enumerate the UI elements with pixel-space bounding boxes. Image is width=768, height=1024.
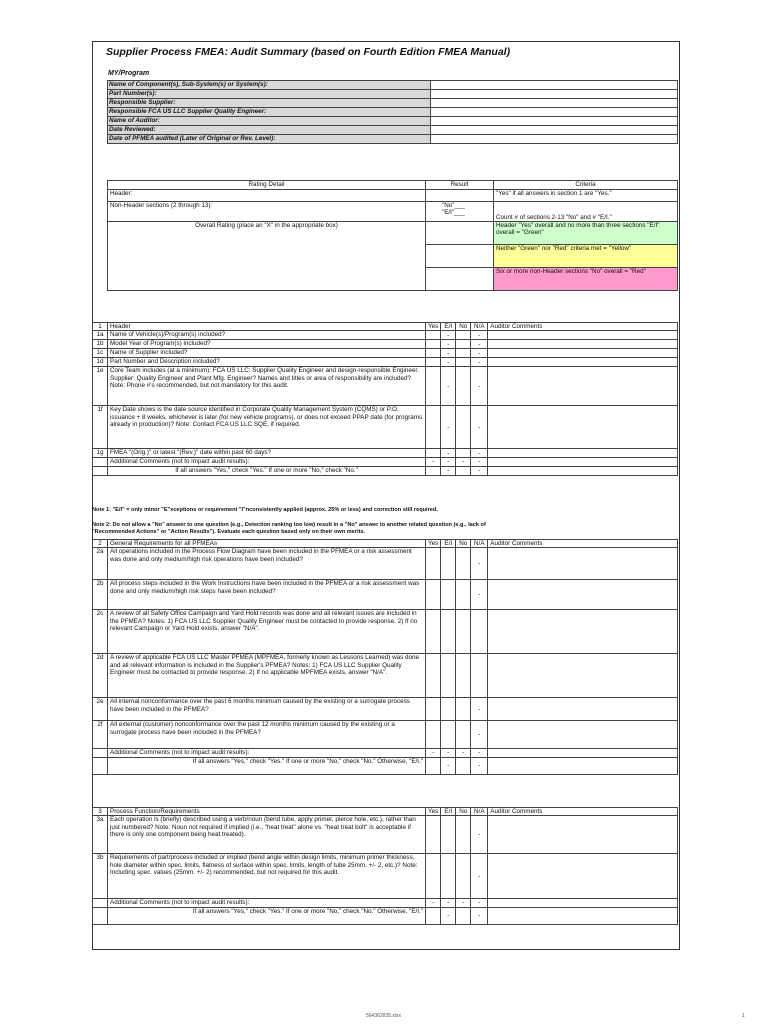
dash-cell: -	[441, 899, 456, 907]
auditor-comments-cell[interactable]	[488, 721, 678, 749]
col-comments-header: Auditor Comments	[488, 323, 678, 331]
criteria-red: Six or more non-Header sections "No" overall = "Red"	[494, 268, 678, 291]
additional-comments-label: Additional Comments (not to impact audit results):	[108, 458, 426, 466]
answer-ei-cell[interactable]	[441, 721, 456, 749]
section-3-table	[92, 807, 678, 925]
auditor-comments-cell[interactable]	[488, 899, 678, 907]
answer-ei-cell[interactable]	[441, 816, 456, 854]
question-row	[93, 654, 678, 698]
info-value-cell[interactable]	[431, 90, 678, 99]
question-row	[93, 367, 678, 406]
auditor-comments-cell[interactable]	[488, 466, 678, 475]
rating-row-header: Header:	[108, 190, 426, 202]
info-label: Part Number(s):	[108, 90, 431, 99]
section-number: 1	[93, 323, 108, 331]
summary-yes-cell[interactable]	[426, 466, 441, 475]
additional-comments-row	[93, 749, 678, 757]
question-id: 2a	[93, 548, 108, 580]
answer-no-cell[interactable]	[456, 548, 471, 580]
section-header-row	[93, 808, 678, 816]
auditor-comments-cell[interactable]	[488, 749, 678, 757]
info-row	[108, 99, 678, 108]
page-title: Supplier Process FMEA: Audit Summary (based on Fourth Edition FMEA Manual)	[106, 46, 511, 58]
info-label: Responsible FCA US LLC Supplier Quality Engineer:	[108, 108, 431, 117]
dash-cell: -	[456, 458, 471, 466]
question-text: A review of all Safety Office Campaign and Yard Hold records was done and all relevant issues are included in the PFMEA? Notes: 1) FCA US LLC Supplier Quality Engineer must be contacted to provide response. 2) If no relevant Campaign or Yard Hold exists, answer "N/A".	[108, 610, 426, 654]
answer-yes-cell[interactable]	[426, 580, 441, 610]
summary-row	[93, 466, 678, 475]
col-no-header: No	[456, 323, 471, 331]
col-na-header: N/A	[471, 808, 488, 816]
additional-comments-label: Additional Comments (not to impact audit results):	[108, 899, 426, 907]
summary-no-cell[interactable]	[456, 757, 471, 774]
result-red-cell[interactable]	[426, 268, 494, 291]
rating-table	[107, 180, 678, 291]
result-green-cell[interactable]	[426, 222, 494, 245]
answer-yes-cell[interactable]	[426, 406, 441, 449]
info-value-cell[interactable]	[431, 108, 678, 117]
dash-cell: -	[441, 458, 456, 466]
answer-yes-cell[interactable]	[426, 340, 441, 349]
info-value-cell[interactable]	[431, 117, 678, 126]
info-row	[108, 126, 678, 135]
section-2-table	[92, 539, 678, 775]
criteria-header: Criteria	[494, 181, 678, 190]
answer-no-cell[interactable]	[456, 654, 471, 698]
question-text: All internal nonconformance over the past 6 months minimum caused by the existing or a surrogate process have been included in the PFMEA?	[108, 698, 426, 721]
criteria-2: Count # of sections 2-13 "No" and # "E/I."	[494, 202, 678, 222]
additional-comments-row	[93, 899, 678, 907]
answer-na-cell[interactable]	[471, 610, 488, 654]
answer-ei-cell[interactable]	[441, 654, 456, 698]
col-comments-header: Auditor Comments	[488, 808, 678, 816]
answer-na-cell[interactable]: -	[471, 854, 488, 899]
auditor-comments-cell[interactable]	[488, 340, 678, 349]
summary-no-cell[interactable]	[456, 907, 471, 924]
section-header-row	[93, 323, 678, 331]
summary-row	[93, 757, 678, 774]
question-id: 1g	[93, 449, 108, 458]
question-row	[93, 580, 678, 610]
info-value-cell[interactable]	[431, 126, 678, 135]
question-text: All process steps included in the Work Instructions have been included in the PFMEA or a risk assessment was done and only medium/high risk steps have been included?	[108, 580, 426, 610]
auditor-comments-cell[interactable]	[488, 580, 678, 610]
auditor-comments-cell[interactable]	[488, 816, 678, 854]
criteria-yellow: Neither "Green" nor "Red" criteria met = "Yellow"	[494, 245, 678, 268]
question-row	[93, 854, 678, 899]
answer-no-cell[interactable]	[456, 349, 471, 358]
auditor-comments-cell[interactable]	[488, 349, 678, 358]
section-header-row	[93, 540, 678, 548]
col-na-header: N/A	[471, 540, 488, 548]
question-id: 1e	[93, 367, 108, 406]
question-text: All operations included in the Process Flow Diagram have been included in the PFMEA or a risk assessment was done and only medium/high risk operations have been included?	[108, 548, 426, 580]
result-yellow-cell[interactable]	[426, 245, 494, 268]
answer-na-cell[interactable]: -	[471, 349, 488, 358]
answer-no-cell[interactable]	[456, 406, 471, 449]
question-row	[93, 548, 678, 580]
criteria-1: "Yes" if all answers in section 1 are "Yes."	[494, 190, 678, 202]
info-row	[108, 90, 678, 99]
question-id: 1a	[93, 331, 108, 340]
dash-cell: -	[471, 458, 488, 466]
col-ei-header: E/I	[441, 323, 456, 331]
summary-row	[93, 907, 678, 924]
col-no-header: No	[456, 808, 471, 816]
auditor-comments-cell[interactable]	[488, 406, 678, 449]
answer-ei-cell[interactable]	[441, 698, 456, 721]
auditor-comments-cell[interactable]	[488, 854, 678, 899]
col-yes-header: Yes	[426, 808, 441, 816]
dash-cell: -	[426, 458, 441, 466]
col-yes-header: Yes	[426, 540, 441, 548]
note-1: Note 1: "E/I" = only minor "E"xceptions or requirement "I"nconsistently applied (approx. 25% or less) and correction still required.	[92, 507, 438, 513]
section-title: General Requirements for all PFMEAs	[108, 540, 426, 548]
col-ei-header: E/I	[441, 540, 456, 548]
answer-yes-cell[interactable]	[426, 548, 441, 580]
note-2b: "Recommended Actions" or "Action Results"). Evaluate each question based only on their own merits.	[92, 529, 366, 535]
result-nonheader-cell[interactable]	[426, 202, 494, 222]
answer-no-cell[interactable]	[456, 721, 471, 749]
question-row	[93, 698, 678, 721]
answer-na-cell[interactable]	[471, 654, 488, 698]
question-row	[93, 610, 678, 654]
summary-instruction: If all answers "Yes," check "Yes." If one or more "No," check "No."	[108, 466, 426, 475]
answer-no-cell[interactable]	[456, 331, 471, 340]
answer-na-cell[interactable]: -	[471, 406, 488, 449]
question-text: A review of applicable FCA US LLC Master PFMEA (MPFMEA, formerly known as Lessons Learned) was done and all relevant information is included in the Supplier's PFMEA? Notes: 1) FCA US LLC Supplier Quality Engineer must be contacted to provide response. 2) If no applicable MPFMEA exists, answer "N/A".	[108, 654, 426, 698]
question-text: Core Team includes (at a minimum): FCA US LLC: Supplier Quality Engineer and design-responsible Engineer. Supplier: Quality Engineer and Plant Mfg. Engineer? Names and titles or area of responsibility are included? Note: Phone #'s recommended, but not mandatory for this audit.	[108, 367, 426, 406]
answer-yes-cell[interactable]	[426, 816, 441, 854]
question-row	[93, 816, 678, 854]
question-row	[93, 449, 678, 458]
col-comments-header: Auditor Comments	[488, 540, 678, 548]
dash-cell: -	[456, 749, 471, 757]
footer-filename: 564362835.xlsx	[366, 1013, 402, 1019]
info-value-cell[interactable]	[431, 135, 678, 144]
answer-no-cell[interactable]	[456, 698, 471, 721]
question-id: 2e	[93, 698, 108, 721]
question-text: FMEA "(Orig.)" or latest "(Rev.)" date within past 60 days?	[108, 449, 426, 458]
answer-na-cell[interactable]: -	[471, 698, 488, 721]
auditor-comments-cell[interactable]	[488, 757, 678, 774]
question-text: Key Date shows is the date source identified in Corporate Quality Management System (CQMS) or P.O. issuance + 8 weeks, whichever is later (for new vehicle programs), or does not exceed PPAP date (for programs already in production)? Note: Contact FCA US LLC SQE, if required.	[108, 406, 426, 449]
summary-instruction: If all answers "Yes," check "Yes." If one or more "No," check "No." Otherwise, "E/I."	[108, 757, 426, 774]
answer-ei-cell[interactable]	[441, 610, 456, 654]
summary-yes-cell[interactable]	[426, 907, 441, 924]
question-row	[93, 406, 678, 449]
criteria-green: Header "Yes" overall and no more than three sections "E/I" overall = "Green"	[494, 222, 678, 245]
additional-comments-label: Additional Comments (not to impact audit results):	[108, 749, 426, 757]
question-row	[93, 358, 678, 367]
question-text: Each operation is (briefly) described using a verb/noun (bend tube, apply primer, pierce hole, etc.), rather than just numbered? Note: Noun not required if implied (i.e., "heat treat" alone vs. "heat treat bolt" is acceptable if there is only one component being heat treated).	[108, 816, 426, 854]
question-id: 1c	[93, 349, 108, 358]
answer-na-cell[interactable]: -	[471, 721, 488, 749]
section-number: 2	[93, 540, 108, 548]
summary-instruction: If all answers "Yes," check "Yes." If one or more "No," check "No." Otherwise, "E/I."	[108, 907, 426, 924]
auditor-comments-cell[interactable]	[488, 358, 678, 367]
answer-yes-cell[interactable]	[426, 449, 441, 458]
info-row	[108, 81, 678, 90]
question-id: 1f	[93, 406, 108, 449]
summary-yes-cell[interactable]	[426, 757, 441, 774]
auditor-comments-cell[interactable]	[488, 548, 678, 580]
answer-ei-cell[interactable]	[441, 580, 456, 610]
info-row	[108, 135, 678, 144]
answer-yes-cell[interactable]	[426, 358, 441, 367]
summary-na-cell[interactable]: -	[471, 466, 488, 475]
summary-na-cell[interactable]: -	[471, 907, 488, 924]
question-row	[93, 349, 678, 358]
auditor-comments-cell[interactable]	[488, 698, 678, 721]
question-text: Requirements of part/process included or implied (bend angle within design limits, minimum primer thickness, hole diameter within spec. limits, flatness of surface within spec. limits, length of tube 25mm. +/- 2, etc.)? Note: Including spec. values (25mm. +/- 2) recommended, but not required for this audit.	[108, 854, 426, 899]
info-value-cell[interactable]	[431, 99, 678, 108]
answer-no-cell[interactable]	[456, 340, 471, 349]
info-label: Name of Component(s), Sub-System(s) or System(s):	[108, 81, 431, 90]
answer-na-cell[interactable]: -	[471, 331, 488, 340]
question-text: Part Number and Description included?	[108, 358, 426, 367]
summary-ei-cell[interactable]: -	[441, 757, 456, 774]
dash-cell: -	[426, 749, 441, 757]
answer-na-cell[interactable]: -	[471, 367, 488, 406]
auditor-comments-cell[interactable]	[488, 367, 678, 406]
dash-cell: -	[471, 899, 488, 907]
overall-rating-label: Overall Rating (place an "X" in the appropriate box)	[108, 222, 426, 291]
answer-yes-cell[interactable]	[426, 854, 441, 899]
question-text: All external (customer) nonconformance over the past 12 months minimum caused by the existing or a surrogate process have been included in the PFMEA?	[108, 721, 426, 749]
answer-ei-cell[interactable]: -	[441, 349, 456, 358]
rating-row-nonheader: Non-Header sections (2 through 13):	[108, 202, 426, 222]
section-title: Header	[108, 323, 426, 331]
section-number: 3	[93, 808, 108, 816]
dash-cell: -	[426, 899, 441, 907]
program-label: MY/Program	[108, 70, 150, 77]
question-id: 1d	[93, 358, 108, 367]
info-label: Name of Auditor:	[108, 117, 431, 126]
answer-na-cell[interactable]: -	[471, 548, 488, 580]
answer-yes-cell[interactable]	[426, 698, 441, 721]
answer-na-cell[interactable]: -	[471, 449, 488, 458]
answer-no-cell[interactable]	[456, 367, 471, 406]
question-id: 1b	[93, 340, 108, 349]
section-1-table	[92, 322, 678, 476]
result-ei: "E/I"___	[442, 209, 465, 217]
question-text: Name of Vehicle(s)/Program(s) included?	[108, 331, 426, 340]
answer-ei-cell[interactable]	[441, 854, 456, 899]
answer-na-cell[interactable]: -	[471, 340, 488, 349]
summary-ei-cell[interactable]: -	[441, 466, 456, 475]
answer-no-cell[interactable]	[456, 854, 471, 899]
answer-ei-cell[interactable]: -	[441, 449, 456, 458]
info-table	[107, 80, 678, 144]
answer-yes-cell[interactable]	[426, 610, 441, 654]
answer-yes-cell[interactable]	[426, 654, 441, 698]
answer-no-cell[interactable]	[456, 449, 471, 458]
answer-na-cell[interactable]: -	[471, 816, 488, 854]
answer-no-cell[interactable]	[456, 580, 471, 610]
info-label: Date of PFMEA audited (Later of Original or Rev. Level):	[108, 135, 431, 144]
auditor-comments-cell[interactable]	[488, 654, 678, 698]
answer-ei-cell[interactable]: -	[441, 358, 456, 367]
question-text: Model Year of Program(s) included?	[108, 340, 426, 349]
answer-no-cell[interactable]	[456, 816, 471, 854]
question-text: Name of Supplier included?	[108, 349, 426, 358]
additional-comments-row	[93, 458, 678, 466]
info-label: Date Reviewed:	[108, 126, 431, 135]
answer-yes-cell[interactable]	[426, 349, 441, 358]
auditor-comments-cell[interactable]	[488, 458, 678, 466]
col-na-header: N/A	[471, 323, 488, 331]
col-yes-header: Yes	[426, 323, 441, 331]
note-2a: Note 2: Do not allow a "No" answer to one question (e.g., Detection ranking too low) result in a "No" answer to another related question (e.g., lack of	[92, 522, 486, 528]
summary-no-cell[interactable]	[456, 466, 471, 475]
answer-ei-cell[interactable]: -	[441, 331, 456, 340]
question-id: 3b	[93, 854, 108, 899]
auditor-comments-cell[interactable]	[488, 449, 678, 458]
answer-na-cell[interactable]: -	[471, 358, 488, 367]
col-ei-header: E/I	[441, 808, 456, 816]
auditor-comments-cell[interactable]	[488, 907, 678, 924]
info-row	[108, 108, 678, 117]
dash-cell: -	[471, 749, 488, 757]
answer-no-cell[interactable]	[456, 358, 471, 367]
answer-no-cell[interactable]	[456, 610, 471, 654]
footer-page-number: 1	[742, 1013, 745, 1019]
result-header-cell[interactable]	[426, 190, 494, 202]
auditor-comments-cell[interactable]	[488, 610, 678, 654]
answer-na-cell[interactable]: -	[471, 580, 488, 610]
summary-ei-cell[interactable]: -	[441, 907, 456, 924]
result-header: Result	[426, 181, 494, 190]
info-label: Responsible Supplier:	[108, 99, 431, 108]
summary-na-cell[interactable]: -	[471, 757, 488, 774]
col-no-header: No	[456, 540, 471, 548]
dash-cell: -	[456, 899, 471, 907]
answer-yes-cell[interactable]	[426, 721, 441, 749]
section-title: Process Function/Requirements	[108, 808, 426, 816]
answer-ei-cell[interactable]: -	[441, 406, 456, 449]
answer-ei-cell[interactable]	[441, 548, 456, 580]
question-row	[93, 340, 678, 349]
info-row	[108, 117, 678, 126]
answer-ei-cell[interactable]: -	[441, 340, 456, 349]
question-id: 2b	[93, 580, 108, 610]
info-value-cell[interactable]	[431, 81, 678, 90]
auditor-comments-cell[interactable]	[488, 331, 678, 340]
answer-yes-cell[interactable]	[426, 367, 441, 406]
question-id: 3a	[93, 816, 108, 854]
question-id: 2d	[93, 654, 108, 698]
question-id: 2c	[93, 610, 108, 654]
result-no: "No"___	[442, 202, 466, 209]
answer-yes-cell[interactable]	[426, 331, 441, 340]
answer-ei-cell[interactable]: -	[441, 367, 456, 406]
question-id: 2f	[93, 721, 108, 749]
dash-cell: -	[441, 749, 456, 757]
rating-detail-header: Rating Detail	[108, 181, 426, 190]
question-row	[93, 721, 678, 749]
question-row	[93, 331, 678, 340]
